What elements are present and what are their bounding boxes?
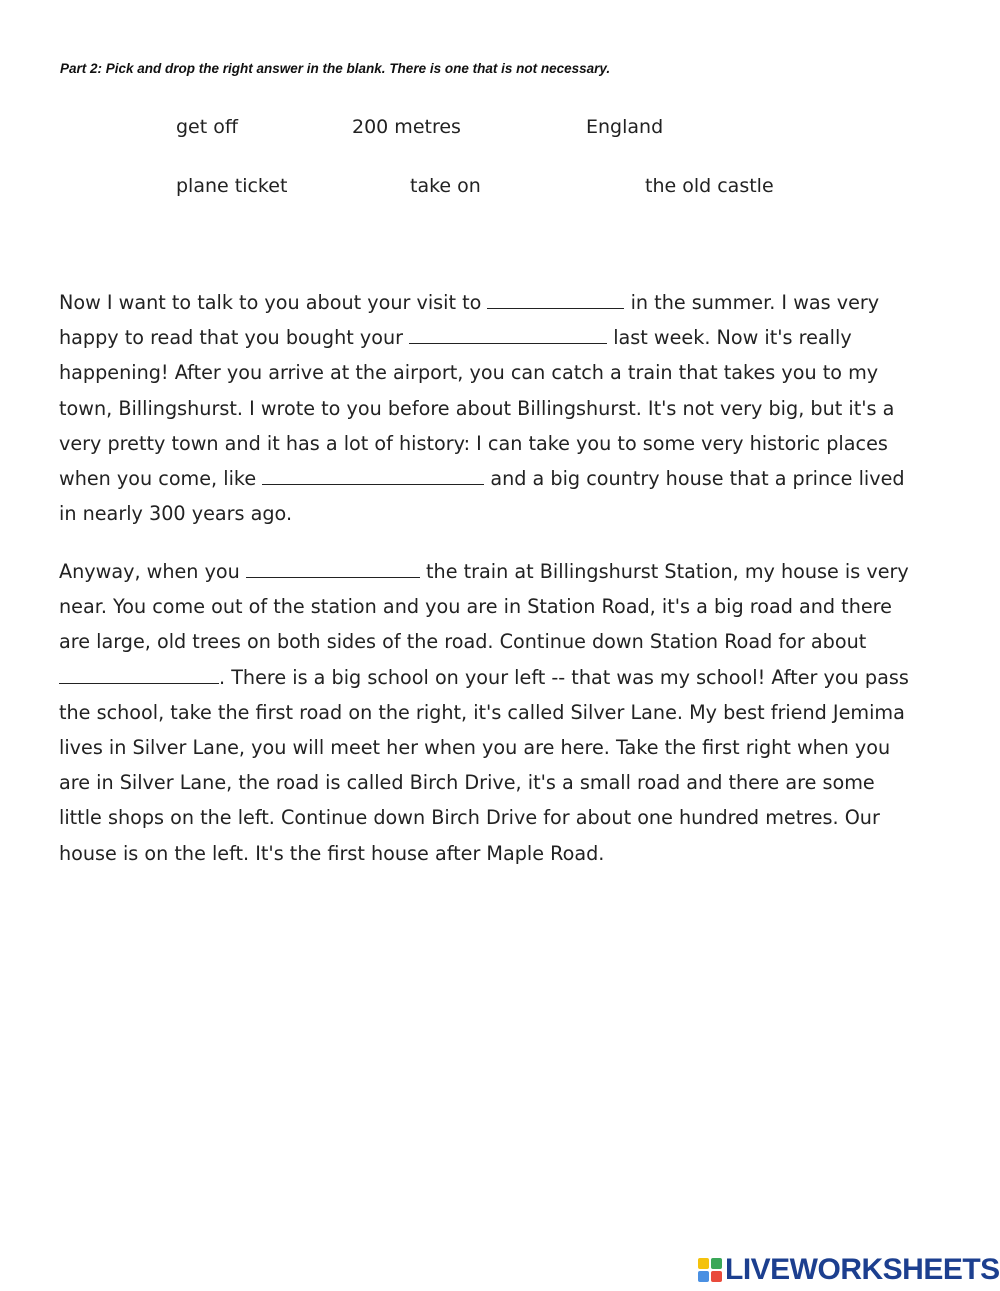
blank-4-drop-zone[interactable] [246, 559, 420, 578]
liveworksheets-logo [698, 1253, 1000, 1287]
instructions-text: Part 2: Pick and drop the right answer in the blank. There is one that is not necessary. [60, 61, 611, 76]
word-option-england[interactable]: England [586, 116, 664, 138]
blank-1-drop-zone[interactable] [487, 290, 624, 309]
blank-3-drop-zone[interactable] [262, 466, 484, 485]
text-line: happening! After you arrive at the airport, you can catch a train that takes you to my [59, 361, 879, 385]
text-line: very pretty town and it has a lot of history: I can take you to some very historic places [59, 431, 888, 455]
text-segment: happy to read that you bought your [59, 326, 410, 350]
text-line [59, 285, 949, 320]
word-option-the-old-castle[interactable]: the old castle [645, 175, 774, 197]
paragraph-2 [59, 554, 949, 871]
text-segment: Anyway, when you [59, 560, 246, 583]
word-option-plane-ticket[interactable]: plane ticket [176, 175, 288, 197]
text-line: in nearly 300 years ago. [59, 502, 293, 526]
text-segment: . There is a big school on your left -- that was my school! After you pass [219, 665, 909, 689]
text-line [59, 461, 949, 496]
text-line [59, 660, 949, 695]
text-segment: and a big country house that a prince lived [484, 467, 905, 491]
text-line: the school, take the first road on the right, it's called Silver Lane. My best friend Jemima [59, 700, 905, 724]
text-line: town, Billingshurst. I wrote to you before about Billingshurst. It's not very big, but it's a [59, 396, 895, 420]
text-line: house is on the left. It's the first house after Maple Road. [59, 841, 605, 865]
word-option-take-on[interactable]: take on [410, 175, 481, 197]
text-line: are in Silver Lane, the road is called Birch Drive, it's a small road and there are some [59, 771, 875, 795]
text-segment: last week. Now it's really [607, 326, 852, 350]
text-segment: in the summer. I was very [624, 291, 880, 314]
text-line [59, 320, 949, 355]
text-segment: when you come, like [59, 467, 263, 491]
text-segment: the train at Billingshurst Station, my house is very [419, 560, 909, 583]
text-line: are large, old trees on both sides of the road. Continue down Station Road for about [59, 630, 867, 654]
word-option-get-off[interactable]: get off [176, 116, 238, 138]
text-line [59, 554, 949, 589]
text-segment: Now I want to talk to you about your visit to [59, 291, 488, 314]
paragraph-1 [59, 285, 949, 531]
blank-5-drop-zone[interactable] [59, 665, 219, 684]
text-line: near. You come out of the station and you are in Station Road, it's a big road and there [59, 595, 892, 619]
logo-text: LIVEWORKSHEETS [725, 1253, 1000, 1286]
text-line: little shops on the left. Continue down Birch Drive for about one hundred metres. Our [59, 806, 880, 830]
blank-2-drop-zone[interactable] [409, 325, 607, 344]
logo-grid-icon [698, 1258, 722, 1282]
text-line: lives in Silver Lane, you will meet her when you are here. Take the first right when you [59, 736, 891, 760]
word-option-200-metres[interactable]: 200 metres [352, 116, 461, 138]
